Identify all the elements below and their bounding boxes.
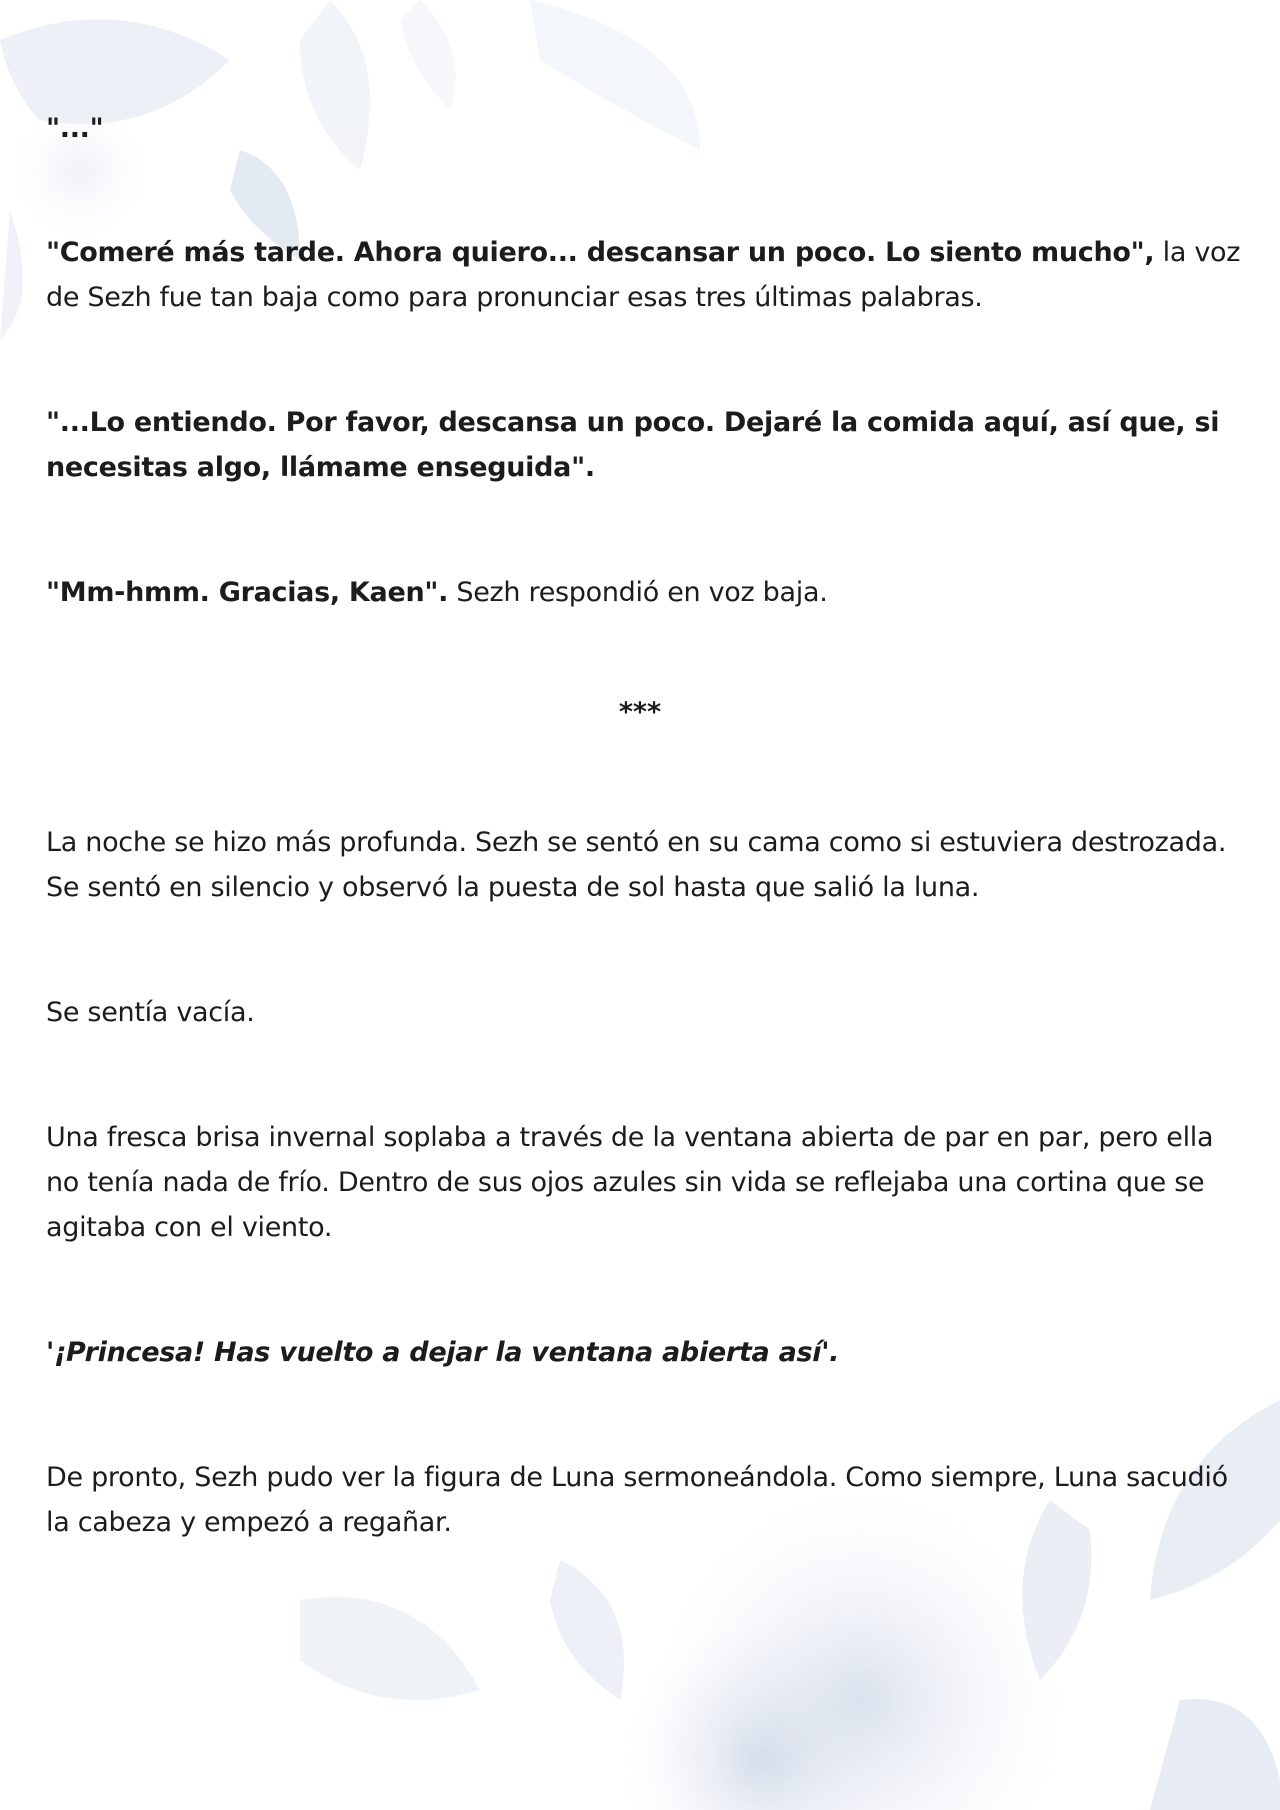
paragraph-lo-entiendo-bold: "...Lo entiendo. Por favor, descansa un poco. Dejaré la comida aquí, así que, si necesitas algo, llámame enseguida".: [46, 407, 1220, 483]
paragraph-mm-hmm-bold: "Mm-hmm. Gracias, Kaen".: [46, 577, 449, 608]
section-separator: ***: [618, 697, 662, 728]
paragraph-comere-normal: la voz de Sezh fue tan baja como para pronunciar esas tres últimas palabras.: [46, 237, 1241, 313]
paragraph-ellipsis: [46, 106, 1246, 151]
paragraph-la-noche: La noche se hizo más profunda. Sezh se sentó en su cama como si estuviera destrozada. Se sentó en silencio y observó la puesta de sol hasta que salió la luna.: [46, 827, 1227, 903]
paragraph-princesa: [46, 1330, 1246, 1375]
paragraph-lo-entiendo: [46, 400, 1246, 490]
paragraph-mm-hmm-normal: Sezh respondió en voz baja.: [448, 577, 828, 608]
paragraph-ellipsis-bold: "...": [46, 113, 104, 144]
paragraph-de-pronto: De pronto, Sezh pudo ver la figura de Luna sermoneándola. Como siempre, Luna sacudió la cabeza y empezó a regañar.: [46, 1462, 1228, 1538]
paragraph-una-fresca: Una fresca brisa invernal soplaba a través de la ventana abierta de par en par, pero ella no tenía nada de frío. Dentro de sus ojos azules sin vida se reflejaba una cortina que se agitaba con el viento.: [46, 1122, 1214, 1243]
paragraph-princesa-italic: '¡Princesa! Has vuelto a dejar la ventana abierta así'.: [46, 1337, 840, 1368]
paragraph-comere: [46, 230, 1246, 320]
paragraph-mm-hmm: [46, 570, 1246, 615]
paragraph-comere-bold: "Comeré más tarde. Ahora quiero... descansar un poco. Lo siento mucho",: [46, 237, 1155, 268]
paragraph-se-sentia: Se sentía vacía.: [46, 997, 255, 1028]
